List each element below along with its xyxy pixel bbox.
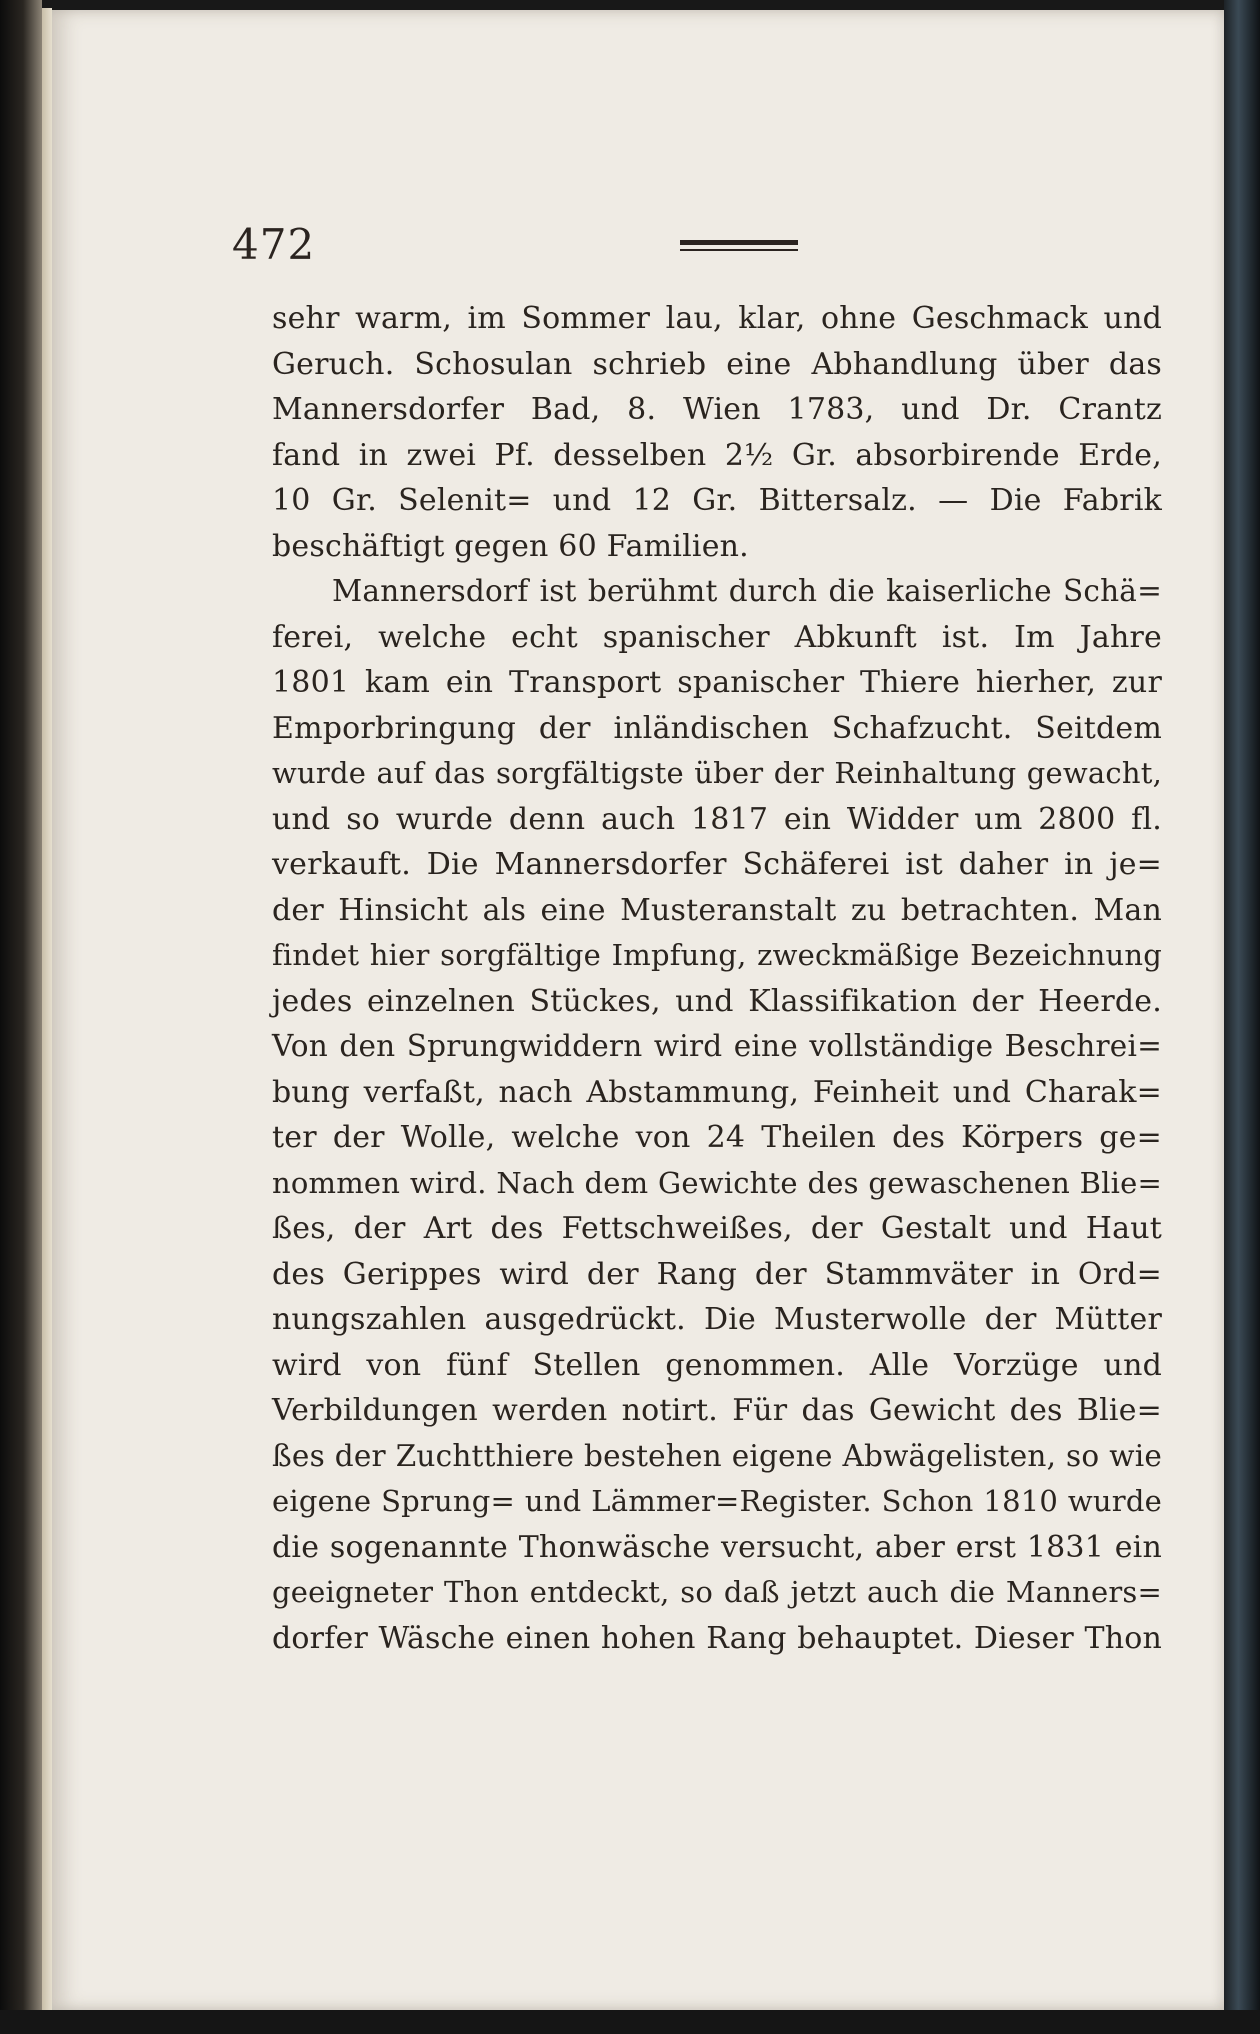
text-line: dorfer Wäsche einen hohen Rang behauptet. Dieser Thon xyxy=(272,1620,1162,1656)
page-header xyxy=(232,214,1164,276)
text-line: eigene Sprung= und Lämmer=Register. Schon 1810 wurde xyxy=(272,1484,1162,1518)
text-line: die sogenannte Thonwäsche versucht, aber erst 1831 ein xyxy=(272,1529,1162,1565)
text-line: der Hinsicht als eine Musteranstalt zu betrachten. Man xyxy=(272,892,1162,928)
page-number: 472 xyxy=(232,220,316,269)
text-line: Verbildungen werden notirt. Für das Gewicht des Blie= xyxy=(272,1393,1162,1428)
text-line: sehr warm, im Sommer lau, klar, ohne Geschmack und xyxy=(272,301,1162,336)
text-line: des Gerippes wird der Rang der Stammväter in Ord= xyxy=(272,1256,1162,1292)
text-line: fand in zwei Pf. desselben 2½ Gr. absorbirende Erde, xyxy=(272,437,1162,473)
text-line: Geruch. Schosulan schrieb eine Abhandlung über das xyxy=(272,346,1162,382)
text-line: findet hier sorgfältige Impfung, zweckmäßige Bezeichnung xyxy=(272,938,1162,972)
text-line: jedes einzelnen Stückes, und Klassifikation der Heerde. xyxy=(272,983,1162,1019)
text-line: beschäftigt gegen 60 Familien. xyxy=(272,528,749,564)
text-line: wurde auf das sorgfältigste über der Reinhaltung gewacht, xyxy=(272,756,1162,790)
text-line: nommen wird. Nach dem Gewichte des gewaschenen Blie= xyxy=(272,1165,1162,1200)
text-line: ferei, welche echt spanischer Abkunft ist. Im Jahre xyxy=(272,619,1162,655)
header-rule xyxy=(680,240,798,245)
text-line: geeigneter Thon entdeckt, so daß jetzt auch die Manners= xyxy=(272,1575,1162,1609)
text-line: ter der Wolle, welche von 24 Theilen des Körpers ge= xyxy=(272,1120,1162,1155)
text-line: nungszahlen ausgedrückt. Die Musterwolle der Mütter xyxy=(272,1302,1162,1337)
book-cover-edge xyxy=(1224,0,1260,2034)
text-line: Emporbringung der inländischen Schafzucht. Seitdem xyxy=(272,710,1162,746)
header-rule-thin xyxy=(680,249,798,251)
text-line: 10 Gr. Selenit= und 12 Gr. Bittersalz. — Die Fabrik xyxy=(272,483,1162,518)
text-line: verkauft. Die Mannersdorfer Schäferei ist daher in je= xyxy=(272,847,1162,882)
text-line: ßes der Zuchtthiere bestehen eigene Abwägelisten, so wie xyxy=(272,1438,1162,1473)
text-line: 1801 kam ein Transport spanischer Thiere hierher, zur xyxy=(272,665,1162,700)
bottom-shadow xyxy=(0,2010,1260,2034)
text-line: wird von fünf Stellen genommen. Alle Vorzüge und xyxy=(272,1347,1162,1383)
text-line: Mannersdorfer Bad, 8. Wien 1783, und Dr. Crantz xyxy=(272,392,1162,427)
text-line: Mannersdorf ist berühmt durch die kaiserliche Schä= xyxy=(332,574,1162,608)
page-edge xyxy=(42,8,52,2010)
text-line: und so wurde denn auch 1817 ein Widder um 2800 fl. xyxy=(272,801,1162,837)
text-line: bung verfaßt, nach Abstammung, Feinheit und Charak= xyxy=(272,1074,1162,1110)
text-line: Von den Sprungwiddern wird eine vollständige Beschrei= xyxy=(272,1029,1162,1063)
book-spine-shadow xyxy=(0,0,42,2034)
text-line: ßes, der Art des Fettschweißes, der Gestalt und Haut xyxy=(272,1211,1162,1246)
body-text xyxy=(272,296,1162,1661)
